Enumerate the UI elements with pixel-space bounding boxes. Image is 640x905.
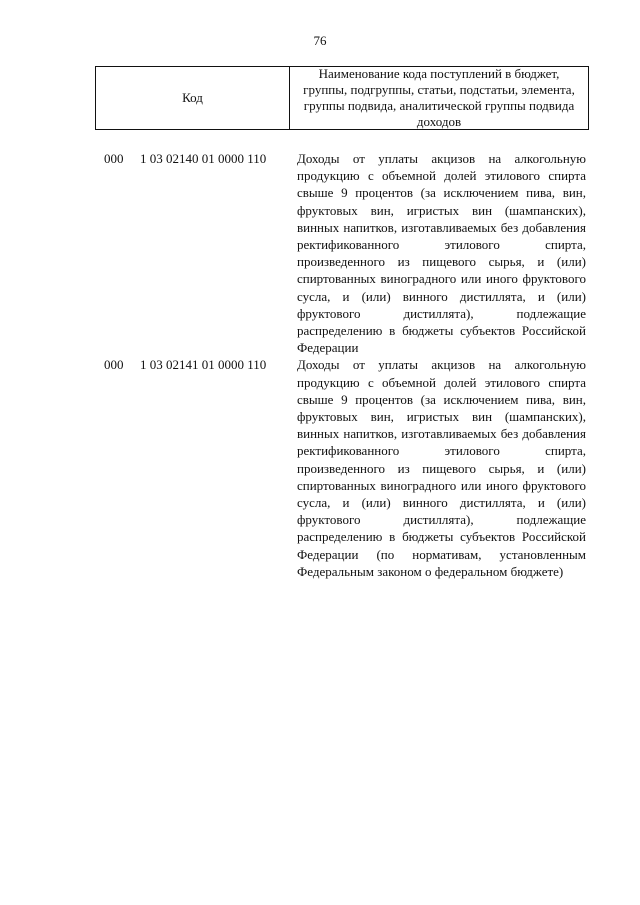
table-header [95, 66, 589, 130]
row-budget-code: 1 03 02140 01 0000 110 [140, 151, 267, 166]
table-row [0, 356, 640, 580]
table-row [0, 150, 640, 356]
table-body [0, 150, 640, 580]
row-description: Доходы от уплаты акцизов на алкогольную продукцию с объемной долей этилового спирта свыше 9 процентов (за исключением пива, вин, фруктовых вин, игристых вин (шампанских), винных напитков, изготавливаемых без добавления ректификованного этилового спирта, произведенного из пищевого сырья, и (или) спиртованных виноградного или иного фруктового сусла, и (или) винного дистиллята, и (или) фруктового дистиллята), подлежащие распределению в бюджеты субъектов Российской Федерации (по нормативам, установленным Федеральным законом о федеральном бюджете) [297, 357, 586, 579]
header-name-cell: Наименование кода поступлений в бюджет, группы, подгруппы, статьи, подстатьи, элемента, группы подвида, аналитической группы подвида доходов [303, 66, 575, 129]
row-admin-code: 000 [104, 151, 124, 166]
row-admin-code: 000 [104, 357, 124, 373]
row-description: Доходы от уплаты акцизов на алкогольную продукцию с объемной долей этилового спирта свыше 9 процентов (за исключением пива, вин, фруктовых вин, игристых вин (шампанских), винных напитков, изготавливаемых без добавления ректификованного этилового спирта, произведенного из пищевого сырья, и (или) спиртованных виноградного или иного фруктового сусла, и (или) винного дистиллята, и (или) фруктового дистиллята), подлежащие распределению в бюджеты субъектов Российской Федерации [297, 151, 586, 356]
header-code-cell: Код [96, 67, 290, 129]
page-number: 76 [313, 33, 327, 48]
row-budget-code: 1 03 02141 01 0000 110 [140, 357, 267, 373]
